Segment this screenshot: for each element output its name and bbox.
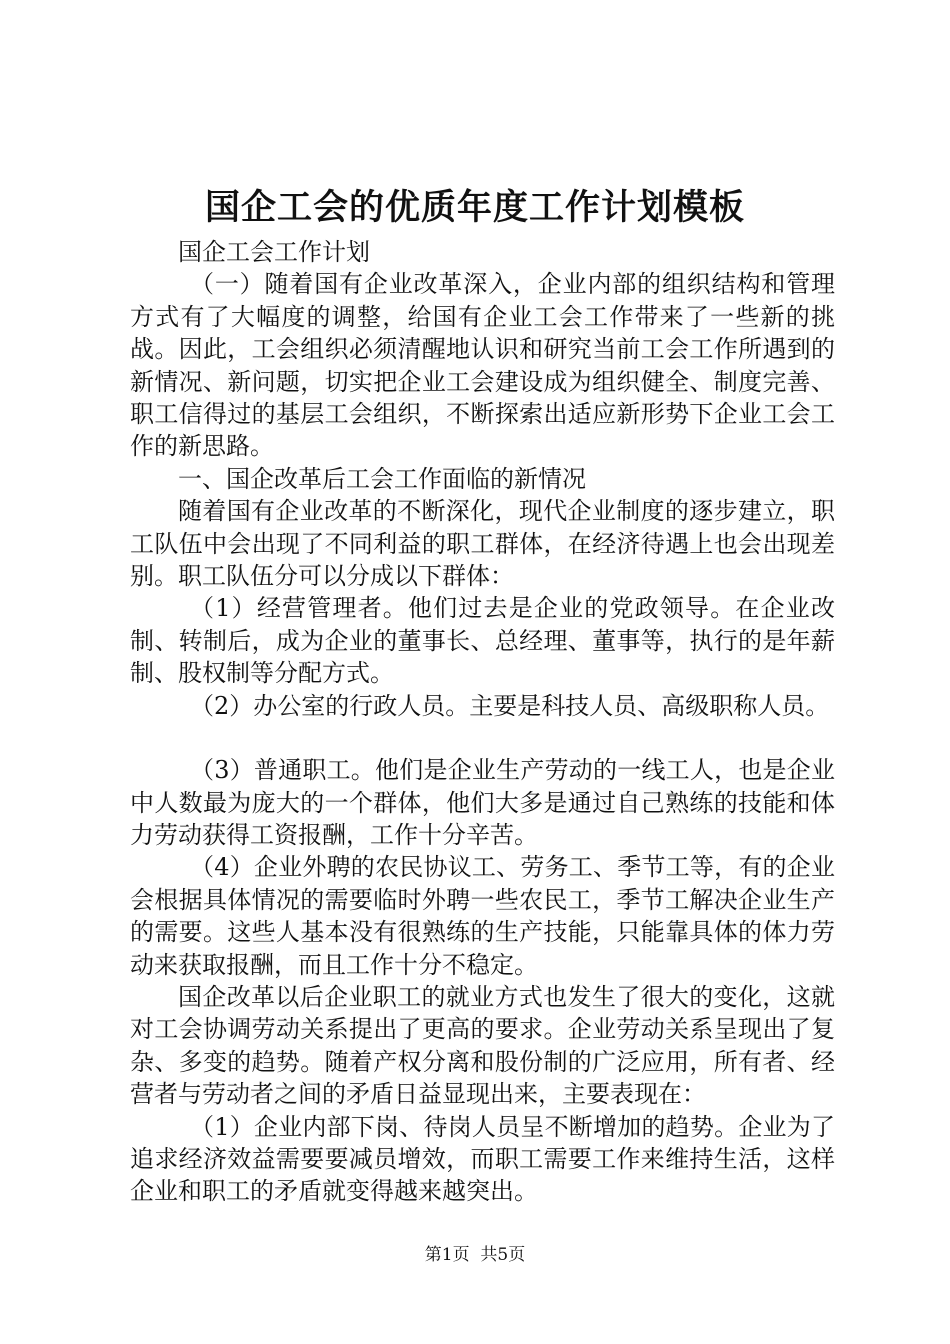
document-body [130,236,835,1208]
page-footer [0,1244,950,1266]
paragraph: 国企改革以后企业职工的就业方式也发生了很大的变化，这就对工会协调劳动关系提出了更高的要求。企业劳动关系呈现出了复杂、多变的趋势。随着产权分离和股份制的广泛应用，所有者、经营者与劳动者之间的矛盾日益显现出来，主要表现在： [130,982,835,1109]
paragraph-intro: （一）随着国有企业改革深入，企业内部的组织结构和管理方式有了大幅度的调整，给国有企业工会工作带来了一些新的挑战。因此，工会组织必须清醒地认识和研究当前工会工作所遇到的新情况、新问题，切实把企业工会建设成为组织健全、制度完善、职工信得过的基层工会组织，不断探索出适应新形势下企业工会工作的新思路。 [130,270,835,461]
section-heading: 一、国企改革后工会工作面临的新情况 [178,464,586,493]
list-item: （2）办公室的行政人员。主要是科技人员、高级职称人员。 [190,691,830,720]
paragraph: 随着国有企业改革的不断深化，现代企业制度的逐步建立，职工队伍中会出现了不同利益的职工群体，在经济待遇上也会出现差别。职工队伍分可以分成以下群体： [130,497,835,591]
page-total: 共5页 [480,1245,526,1265]
document-title: 国企工会的优质年度工作计划模板 [204,187,745,228]
list-item: （4）企业外聘的农民协议工、劳务工、季节工等，有的企业会根据具体情况的需要临时外聘一些农民工，季节工解决企业生产的需要。这些人基本没有很熟练的生产技能，只能靠具体的体力劳动来获取报酬，而且工作十分不稳定。 [130,853,835,979]
paragraph-subtitle: 国企工会工作计划 [178,238,370,266]
page-number: 第1页 [424,1245,470,1265]
list-item: （1）经营管理者。他们过去是企业的党政领导。在企业改制、转制后，成为企业的董事长、总经理、董事等，执行的是年薪制、股权制等分配方式。 [130,594,835,688]
list-item: （3）普通职工。他们是企业生产劳动的一线工人，也是企业中人数最为庞大的一个群体，他们大多是通过自己熟练的技能和体力劳动获得工资报酬，工作十分辛苦。 [130,756,835,849]
list-item: （1）企业内部下岗、待岗人员呈不断增加的趋势。企业为了追求经济效益需要要减员增效，而职工需要工作来维持生活，这样企业和职工的矛盾就变得越来越突出。 [130,1112,835,1206]
